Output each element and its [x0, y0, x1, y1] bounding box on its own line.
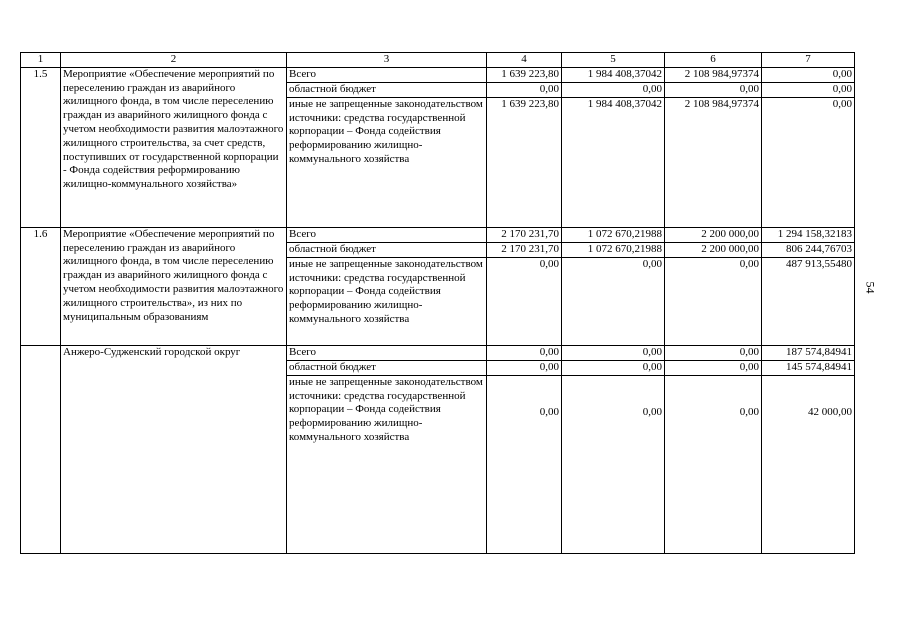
value-col4: 1 639 223,80: [487, 97, 562, 227]
funding-source: иные не запрещенные законодательством источники: средства государственной корпорации – Фонда содействия реформированию жилищно-коммунального хозяйства: [287, 375, 487, 553]
value-col7: 145 574,84941: [762, 360, 855, 375]
value-col7: 806 244,76703: [762, 242, 855, 257]
column-number: 1: [21, 53, 61, 68]
value-col6: 2 200 000,00: [665, 227, 762, 242]
value-col4: 2 170 231,70: [487, 227, 562, 242]
column-number: 6: [665, 53, 762, 68]
value-col6: 0,00: [665, 345, 762, 360]
value-col4: 0,00: [487, 82, 562, 97]
value-col5: 0,00: [562, 360, 665, 375]
value-col4: 0,00: [487, 360, 562, 375]
table-row: [21, 227, 855, 242]
value-col5: 0,00: [562, 82, 665, 97]
value-col7: 0,00: [762, 82, 855, 97]
funding-source: областной бюджет: [287, 82, 487, 97]
budget-table: [20, 52, 855, 554]
value-col4: 0,00: [487, 345, 562, 360]
row-number: 1.6: [21, 227, 61, 345]
value-col4: 0,00: [487, 375, 562, 553]
value-col5: 1 072 670,21988: [562, 227, 665, 242]
value-col4: 2 170 231,70: [487, 242, 562, 257]
value-col5: 1 984 408,37042: [562, 97, 665, 227]
funding-source: областной бюджет: [287, 360, 487, 375]
value-col7: 0,00: [762, 97, 855, 227]
event-description: Мероприятие «Обеспечение мероприятий по переселению граждан из аварийного жилищного фонда, в том числе переселению граждан из аварийного жилищного фонда с учетом необходимости развития малоэтажного жилищного строительства, за счет средств, поступивших от государственной корпорации - Фонда содействия реформированию жилищно-коммунального хозяйства»: [61, 67, 287, 227]
value-col6: 0,00: [665, 257, 762, 345]
column-number: 4: [487, 53, 562, 68]
value-col7: 1 294 158,32183: [762, 227, 855, 242]
funding-source: иные не запрещенные законодательством источники: средства государственной корпорации – Фонда содействия реформированию жилищно-коммунального хозяйства: [287, 257, 487, 345]
event-description: Мероприятие «Обеспечение мероприятий по переселению граждан из аварийного жилищного фонда, в том числе переселению граждан из аварийного жилищного фонда с учетом необходимости развития малоэтажного жилищного строительства», из них по муниципальным образованиям: [61, 227, 287, 345]
value-col7: 0,00: [762, 67, 855, 82]
value-col6: 2 108 984,97374: [665, 97, 762, 227]
column-number: 7: [762, 53, 855, 68]
value-col6: 0,00: [665, 375, 762, 553]
value-col5: 1 984 408,37042: [562, 67, 665, 82]
column-number: 3: [287, 53, 487, 68]
value-col5: 1 072 670,21988: [562, 242, 665, 257]
row-number: [21, 345, 61, 553]
funding-source: Всего: [287, 67, 487, 82]
column-number-row: [21, 53, 855, 68]
funding-source: областной бюджет: [287, 242, 487, 257]
funding-source: иные не запрещенные законодательством источники: средства государственной корпорации – Фонда содействия реформированию жилищно-коммунального хозяйства: [287, 97, 487, 227]
value-col6: 0,00: [665, 82, 762, 97]
value-col7: 42 000,00: [762, 375, 855, 553]
funding-source: Всего: [287, 227, 487, 242]
value-col5: 0,00: [562, 257, 665, 345]
value-col6: 2 108 984,97374: [665, 67, 762, 82]
row-number: 1.5: [21, 67, 61, 227]
value-col7: 487 913,55480: [762, 257, 855, 345]
value-col4: 1 639 223,80: [487, 67, 562, 82]
value-col6: 0,00: [665, 360, 762, 375]
table-row: [21, 67, 855, 82]
value-col5: 0,00: [562, 345, 665, 360]
value-col6: 2 200 000,00: [665, 242, 762, 257]
value-col5: 0,00: [562, 375, 665, 553]
funding-source: Всего: [287, 345, 487, 360]
municipality-name: Анжеро-Судженский городской округ: [61, 345, 287, 553]
value-col7: 187 574,84941: [762, 345, 855, 360]
table-row: [21, 345, 855, 360]
column-number: 2: [61, 53, 287, 68]
page-number: 54: [863, 281, 878, 294]
column-number: 5: [562, 53, 665, 68]
value-col4: 0,00: [487, 257, 562, 345]
